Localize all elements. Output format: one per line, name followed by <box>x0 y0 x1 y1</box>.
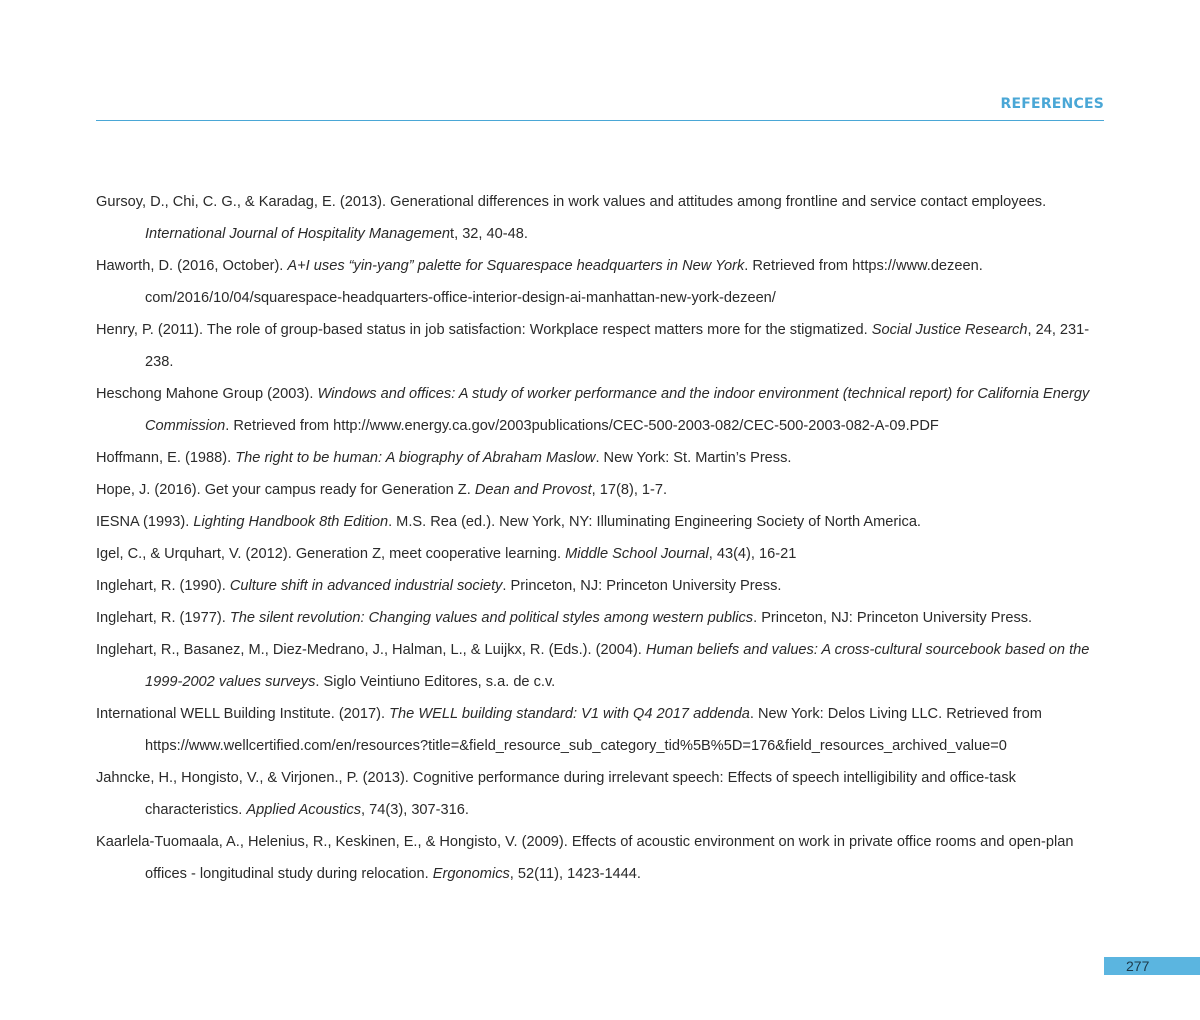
reference-entry <box>96 826 1106 890</box>
reference-text: IESNA (1993). <box>96 514 194 530</box>
reference-entry <box>96 250 1106 314</box>
reference-text: . Retrieved from https://www.dezeen.​com/2016/10/04/squarespace-headquarters-office-interior-design-ai-manhattan-new-york-dezeen/ <box>145 258 983 306</box>
reference-entry <box>96 474 1106 506</box>
reference-text: Hoffmann, E. (1988). <box>96 450 236 466</box>
reference-title: Lighting Handbook 8th Edition <box>193 514 389 530</box>
reference-title: A+I uses “yin-yang” palette for Squarespace headquarters in New York <box>287 258 745 274</box>
reference-text: Inglehart, R., Basanez, M., Diez-Medrano, J., Halman, L., & Luijkx, R. (Eds.). (2004). <box>96 642 646 658</box>
reference-text: , 52(11), 1423-1444. <box>509 866 641 882</box>
reference-entry <box>96 186 1106 250</box>
reference-text: . M.S. Rea (ed.). New York, NY: Illuminating Engineering Society of North America. <box>388 514 921 530</box>
reference-title: Dean and Provost <box>474 482 592 498</box>
reference-text: Jahncke, H., Hongisto, V., & Virjonen., P. (2013). Cognitive performance during irrelevant speech: Effects of speech intelligibility and office-task characteristics. <box>96 770 1016 818</box>
reference-text: Haworth, D. (2016, October). <box>96 258 288 274</box>
reference-entry <box>96 506 1106 538</box>
reference-text: . Princeton, NJ: Princeton University Press. <box>502 578 782 594</box>
reference-entry <box>96 602 1106 634</box>
reference-text: Hope, J. (2016). Get your campus ready for Generation Z. <box>96 482 475 498</box>
section-title: REFERENCES <box>1000 96 1104 112</box>
reference-title: Social Justice Research <box>871 322 1028 338</box>
reference-title: Culture shift in advanced industrial society <box>229 578 503 594</box>
reference-text: , 74(3), 307-316. <box>361 802 469 818</box>
reference-entry <box>96 570 1106 602</box>
reference-text: International WELL Building Institute. (2017). <box>96 706 390 722</box>
reference-text: , 43(4), 16-21 <box>708 546 797 562</box>
reference-title: The silent revolution: Changing values and political styles among western publics <box>229 610 754 626</box>
reference-text: . New York: St. Martin’s Press. <box>595 450 792 466</box>
header-divider <box>96 120 1104 121</box>
reference-entry <box>96 762 1106 826</box>
reference-title: Human beliefs and values: A cross-cultural sourcebook based on the 1999-2002 values surveys <box>145 642 1090 690</box>
reference-entry <box>96 378 1106 442</box>
reference-entry <box>96 314 1106 378</box>
reference-title: Middle School Journal <box>565 546 709 562</box>
reference-text: , 17(8), 1-7. <box>591 482 668 498</box>
reference-text: Kaarlela-Tuomaala, A., Helenius, R., Keskinen, E., & Hongisto, V. (2009). Effects of acoustic environment on work in private office rooms and open-plan offices - longitudinal study during relocation. <box>96 834 1074 882</box>
reference-text: Igel, C., & Urquhart, V. (2012). Generation Z, meet cooperative learning. <box>96 546 566 562</box>
reference-title: The right to be human: A biography of Abraham Maslow <box>235 450 596 466</box>
reference-text: . Siglo Veintiuno Editores, s.a. de c.v. <box>315 674 556 690</box>
reference-entry <box>96 634 1106 698</box>
reference-text: Henry, P. (2011). The role of group-based status in job satisfaction: Workplace respect matters more for the stigmatized. <box>96 322 872 338</box>
reference-title: Windows and offices: A study of worker performance and the indoor environment (technical report) for California Energy Commission <box>145 386 1090 434</box>
reference-text: Inglehart, R. (1977). <box>96 610 230 626</box>
reference-title: The WELL building standard: V1 with Q4 2017 addenda <box>389 706 750 722</box>
reference-text: Inglehart, R. (1990). <box>96 578 230 594</box>
reference-title: Ergonomics <box>432 866 510 882</box>
reference-text: . New York: Delos Living LLC. Retrieved from https://www.wellcertified.com/en/resources?title=&field_resource_sub_category_tid%5B%5D=176&field_resources_archived_value=0 <box>145 706 1042 754</box>
reference-entry <box>96 698 1106 762</box>
reference-text: t, 32, 40-48. <box>450 226 528 242</box>
reference-text: Heschong Mahone Group (2003). <box>96 386 318 402</box>
reference-title: Applied Acoustics <box>246 802 362 818</box>
reference-title: International Journal of Hospitality Managemen <box>145 226 451 242</box>
reference-entry <box>96 442 1106 474</box>
reference-text: . Retrieved from http://www.energy.ca.gov/2003publications/CEC-500-2003-082/CEC-500-2003-​082-A-09.PDF <box>225 418 939 434</box>
reference-list <box>96 186 1106 890</box>
page-number: 277 <box>1104 957 1200 975</box>
reference-text: . Princeton, NJ: Princeton University Press. <box>753 610 1033 626</box>
reference-text: , 24, 231-238. <box>145 322 1090 370</box>
reference-entry <box>96 538 1106 570</box>
reference-text: Gursoy, D., Chi, C. G., & Karadag, E. (2013). Generational differences in work values and attitudes among frontline and service contact employees. <box>96 194 1047 210</box>
